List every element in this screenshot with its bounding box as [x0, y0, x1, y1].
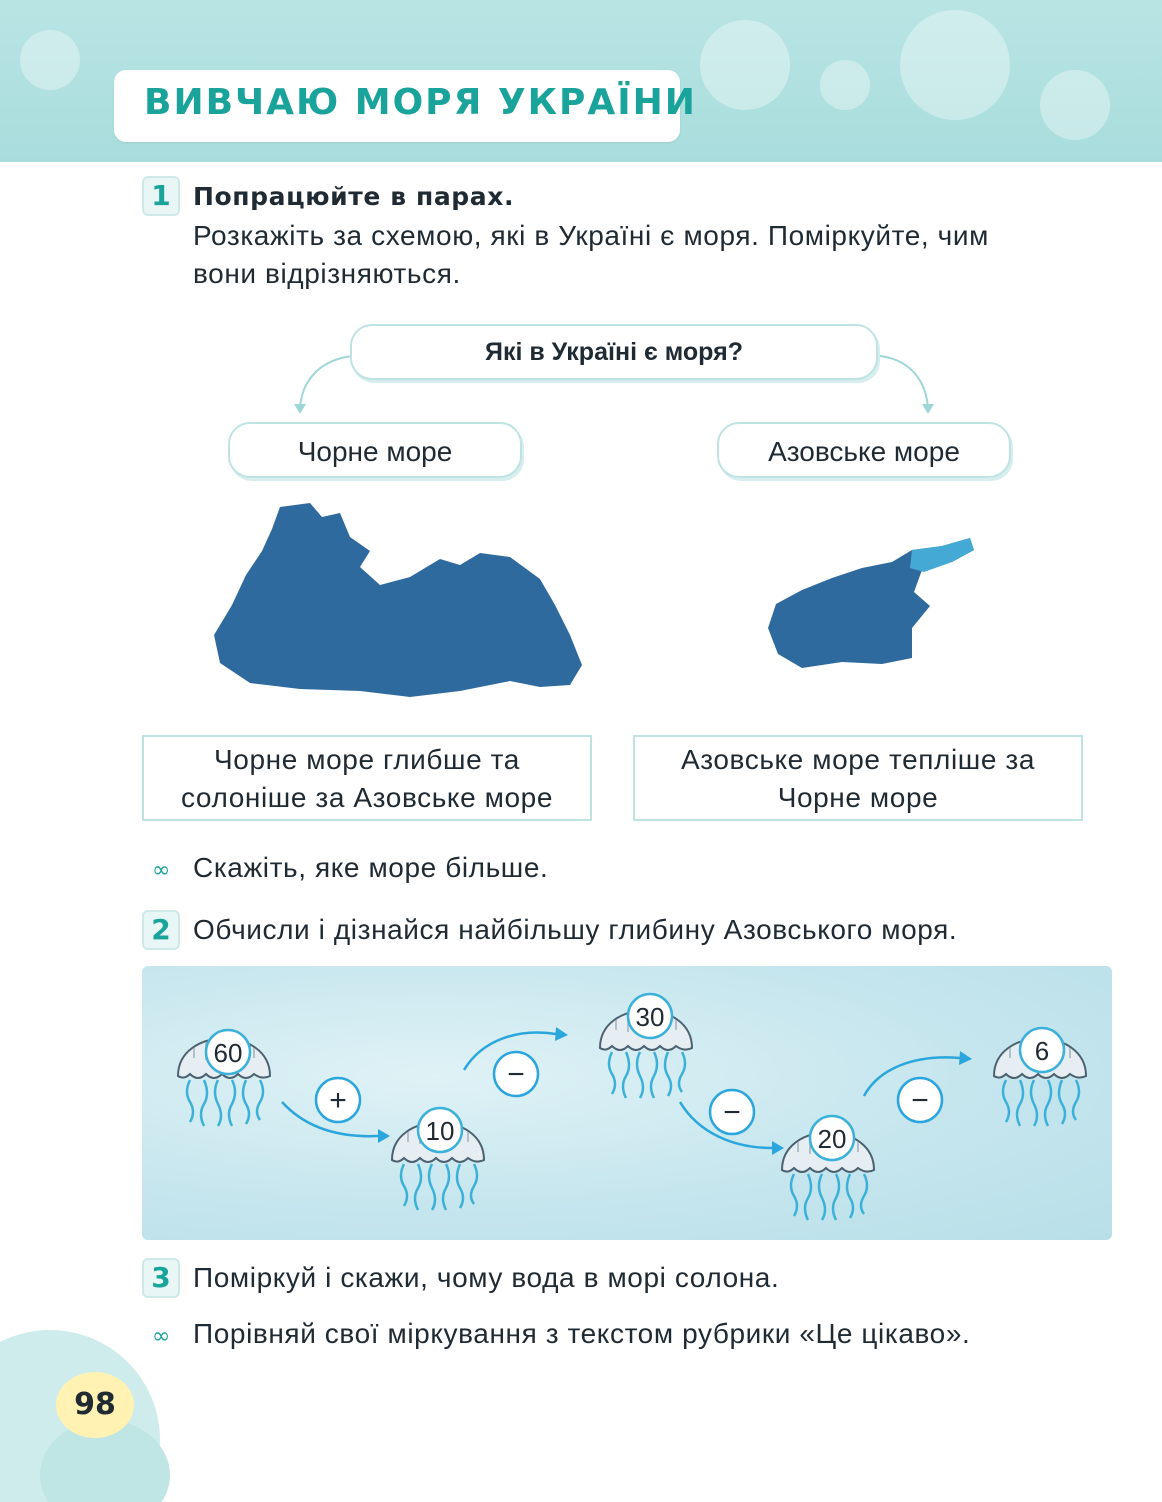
black-sea-fact-line2: солоніше за Азовське море [181, 782, 553, 813]
azov-sea-fact [633, 735, 1083, 821]
arrow-left-head [294, 404, 306, 414]
decor-bubble [900, 10, 1010, 120]
jellyfish-2 [392, 1108, 484, 1210]
azov-bay-shape [910, 538, 974, 572]
jellyfish-1-value: 60 [213, 1038, 243, 1068]
title-box [114, 70, 697, 142]
operator-3-symbol: − [723, 1096, 741, 1129]
azov-sea-pill: Азовське море [717, 422, 1011, 478]
page-title: ВИВЧАЮ МОРЯ УКРАЇНИ [144, 82, 697, 123]
chain-arrow-1-head [378, 1129, 390, 1143]
task-2-number: 2 [142, 910, 180, 950]
black-sea-shape [214, 503, 582, 697]
operator-2-symbol: − [507, 1058, 525, 1091]
question-pill: Які в Україні є моря? [350, 324, 878, 380]
task-1-extra: Скажіть, яке море більше. [193, 852, 549, 883]
jellyfish-5-value: 6 [1034, 1036, 1050, 1066]
chain-arrow-3-head [772, 1141, 784, 1155]
arrow-right-head [922, 404, 934, 414]
arrow-right [880, 356, 928, 408]
chain-arrow-4-head [959, 1051, 972, 1065]
task-1-number: 1 [142, 176, 180, 216]
black-sea-fact-line1: Чорне море глибше та [214, 744, 520, 775]
jellyfish-1 [178, 1030, 270, 1126]
black-sea-fact [142, 735, 592, 821]
task-2-text: Обчисли і дізнайся найбільшу глибину Азовського моря. [193, 914, 958, 945]
infinity-icon: ∞ [152, 858, 171, 883]
azov-sea-fact-line2: Чорне море [777, 782, 939, 813]
page-number: 98 [56, 1372, 134, 1438]
operator-3 [710, 1090, 754, 1134]
decor-bubble [820, 60, 870, 110]
decor-bubble [20, 30, 80, 90]
decor-bubble [700, 20, 790, 110]
jellyfish-2-value: 10 [425, 1116, 455, 1146]
task-1-line2: вони відрізняються. [193, 258, 461, 289]
operator-4-symbol: − [911, 1084, 929, 1117]
chain-arrow-2-head [555, 1027, 568, 1041]
task-3-extra: Порівняй свої міркування з текстом рубрики «Це цікаво». [193, 1318, 971, 1349]
decor-bubble [1040, 70, 1110, 140]
task-3-text: Поміркуй і скажи, чому вода в морі солона. [193, 1262, 780, 1293]
black-sea-pill: Чорне море [228, 422, 522, 478]
task-1-line1: Розкажіть за схемою, які в Україні є моря. Поміркуйте, чим [193, 220, 989, 251]
jellyfish-4-value: 20 [817, 1124, 847, 1154]
operator-1-symbol: + [329, 1084, 347, 1117]
operator-2 [494, 1052, 538, 1096]
task-1-heading: Попрацюйте в парах. [193, 182, 515, 211]
black-sea-map [210, 495, 590, 715]
jellyfish-5 [994, 1028, 1086, 1126]
arrow-left [300, 356, 352, 408]
task-3-number: 3 [142, 1258, 180, 1298]
jellyfish-4 [782, 1116, 874, 1220]
jellyfish-3 [600, 994, 692, 1098]
infinity-icon: ∞ [152, 1324, 171, 1349]
jellyfish-chain [142, 966, 1112, 1240]
operator-4 [898, 1078, 942, 1122]
azov-sea-map [762, 532, 982, 672]
azov-sea-fact-line1: Азовське море тепліше за [680, 744, 1035, 775]
operator-1 [316, 1078, 360, 1122]
jellyfish-3-value: 30 [635, 1002, 665, 1032]
